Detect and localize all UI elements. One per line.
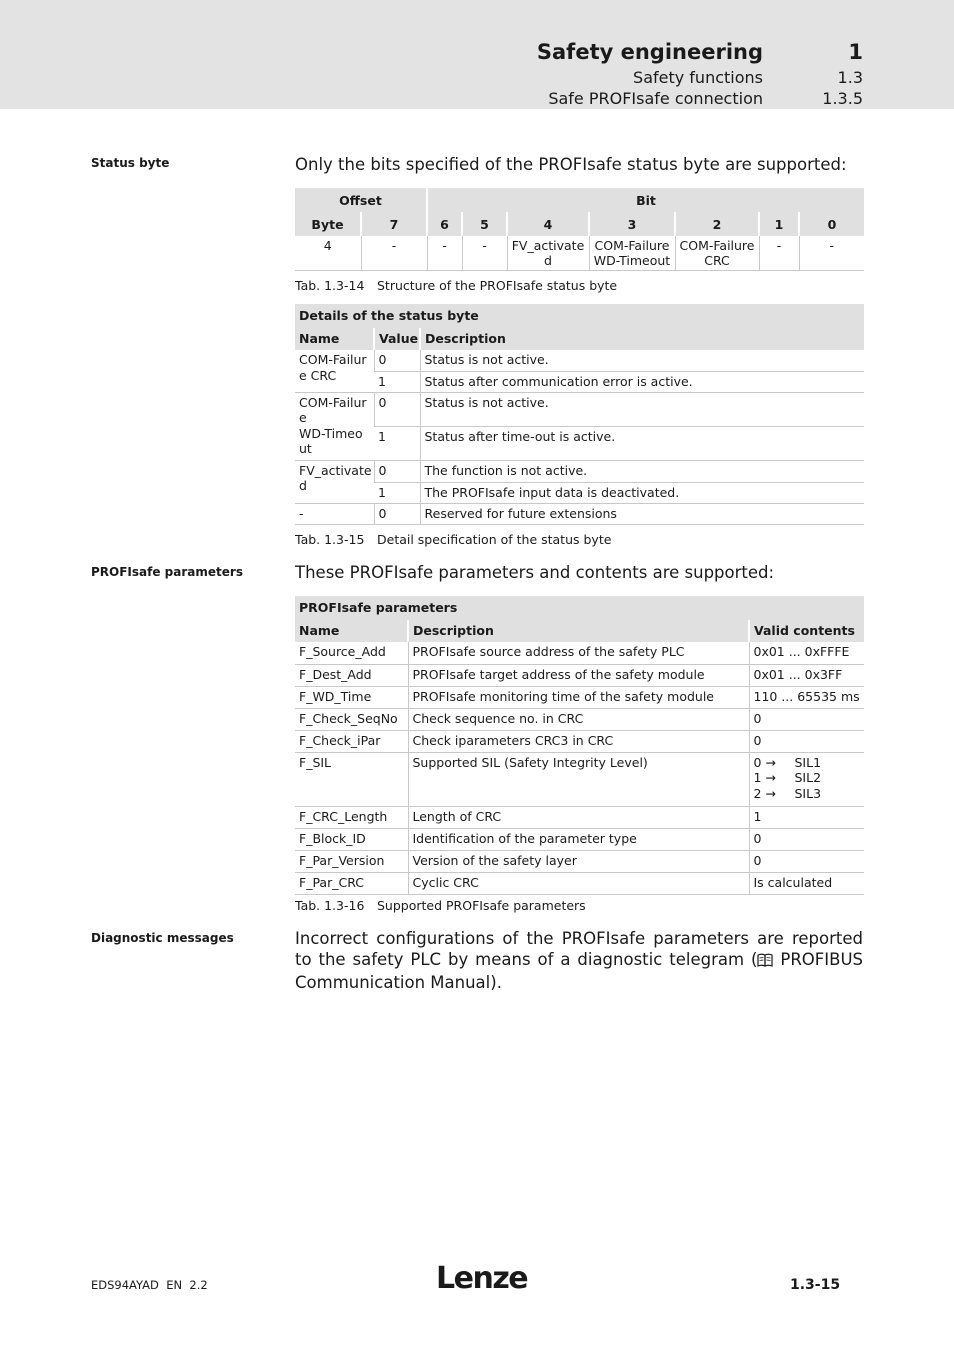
param-description: Cyclic CRC [408,872,749,894]
profisafe-parameters-label: PROFIsafe parameters [91,565,243,579]
bit-3-cell: COM-Failure WD-Timeout [589,236,675,270]
caption-id: Tab. 1.3-14 [295,278,365,293]
table-caption [295,278,617,293]
col-name: Name [295,328,374,350]
param-description: Version of the safety layer [408,850,749,872]
footer-doc-info [91,1278,208,1292]
col-value: Value [374,328,420,350]
param-name: F_Check_SeqNo [295,708,408,730]
status-byte-intro: Only the bits specified of the PROFIsafe status byte are supported: [295,155,847,174]
bit-0-header: 0 [799,212,864,236]
status-detail-table [295,304,864,525]
param-description: Supported SIL (Safety Integrity Level) [408,752,749,806]
table-row [295,828,864,850]
doc-language: EN [166,1278,183,1292]
table-title: PROFIsafe parameters [295,596,864,620]
param-description: PROFIsafe target address of the safety module [408,664,749,686]
param-name: F_WD_Time [295,686,408,708]
param-name: F_SIL [295,752,408,806]
detail-value: 1 [374,482,420,503]
diagnostic-text-end: PROFIBUS Communication Manual). [295,950,864,992]
chapter-title: Safety engineering [536,40,763,64]
diagnostic-text: Incorrect configurations of the PROFIsafe parameters are reported to the safety PLC by means of a diagnostic telegram ( [295,929,863,969]
status-byte-label: Status byte [91,156,170,170]
book-icon [757,951,773,972]
detail-description: Reserved for future extensions [420,503,864,524]
section-title: Safety functions [633,68,763,87]
table-caption [295,532,611,547]
table-row [295,392,864,426]
byte-cell: 4 [295,236,361,270]
table-row [295,642,864,664]
bit-7-cell: - [361,236,427,270]
bit-6-header: 6 [427,212,462,236]
table-row [295,482,864,503]
detail-description: Status is not active. [420,392,864,426]
bit-2-cell: COM-Failure CRC [675,236,759,270]
param-name: F_Par_CRC [295,872,408,894]
param-name: F_Dest_Add [295,664,408,686]
param-valid: 0x01 ... 0xFFFE [749,642,864,664]
subsection-title: Safe PROFIsafe connection [548,89,763,108]
param-valid: 0x01 ... 0x3FF [749,664,864,686]
param-description: Identification of the parameter type [408,828,749,850]
sil-option: 1 → SIL2 [753,770,822,785]
detail-value: 0 [374,392,420,426]
subsection-number: 1.3.5 [822,89,863,108]
param-valid: 110 ... 65535 ms [749,686,864,708]
page-number: 1.3-15 [790,1277,841,1293]
param-valid: 1 [749,806,864,828]
bit-5-header: 5 [462,212,507,236]
detail-description: Status is not active. [420,350,864,371]
caption-text: Structure of the PROFIsafe status byte [377,278,618,293]
detail-description: Status after communication error is active. [420,371,864,392]
detail-value: 0 [374,350,420,371]
profisafe-parameters-intro: These PROFIsafe parameters and contents are supported: [295,563,775,582]
sil-option: 0 → SIL1 [753,754,822,770]
detail-description: The PROFIsafe input data is deactivated. [420,482,864,503]
caption-text: Supported PROFIsafe parameters [377,898,586,913]
col-description: Description [420,328,864,350]
col-description: Description [408,620,749,642]
table-title: Details of the status byte [295,304,864,328]
bit-3-header: 3 [589,212,675,236]
detail-value: 0 [374,460,420,482]
bit-4-header: 4 [507,212,589,236]
bit-1-cell: - [759,236,799,270]
table-row [295,460,864,482]
table-row [295,806,864,828]
table-row [295,752,864,806]
caption-text: Detail specification of the status byte [377,532,612,547]
detail-name: - [295,503,374,524]
bit-6-cell: - [427,236,462,270]
table-row [295,850,864,872]
param-valid: Is calculated [749,872,864,894]
caption-id: Tab. 1.3-16 [295,898,365,913]
table-row [295,371,864,392]
detail-value: 0 [374,503,420,524]
table-caption [295,898,586,913]
offset-header: Offset [295,188,427,212]
param-valid: 0 [749,730,864,752]
param-description: Check sequence no. in CRC [408,708,749,730]
detail-name: FV_activate d [295,460,374,503]
section-number: 1.3 [837,68,863,87]
profisafe-parameters-table [295,596,864,895]
param-valid: 0 [749,828,864,850]
detail-description: The function is not active. [420,460,864,482]
byte-header: Byte [295,212,361,236]
chapter-number: 1 [848,40,863,64]
detail-value: 1 [374,371,420,392]
detail-description: Status after time-out is active. [420,426,864,460]
param-name: F_Source_Add [295,642,408,664]
detail-name: COM-Failur e WD-Timeo ut [295,392,374,460]
bit-0-cell: - [799,236,864,270]
param-name: F_Par_Version [295,850,408,872]
param-valid: 0 [749,708,864,730]
doc-version: 2.2 [189,1278,208,1292]
table-row [295,350,864,371]
doc-id: EDS94AYAD [91,1278,159,1292]
page-header [0,0,954,109]
bit-4-cell: FV_activate d [507,236,589,270]
lenze-logo: Lenze [436,1261,528,1296]
bit-header: Bit [427,188,864,212]
param-description: Length of CRC [408,806,749,828]
table-row [295,686,864,708]
param-description: PROFIsafe source address of the safety PLC [408,642,749,664]
detail-name: COM-Failur e CRC [295,350,374,392]
table-row [295,503,864,524]
table-row [295,236,864,270]
caption-id: Tab. 1.3-15 [295,532,365,547]
sil-option: 2 → SIL3 [753,785,822,801]
param-name: F_CRC_Length [295,806,408,828]
param-description: PROFIsafe monitoring time of the safety module [408,686,749,708]
col-name: Name [295,620,408,642]
table-row [295,730,864,752]
bit-1-header: 1 [759,212,799,236]
param-name: F_Check_iPar [295,730,408,752]
bit-7-header: 7 [361,212,427,236]
detail-value: 1 [374,426,420,460]
col-valid-contents: Valid contents [749,620,864,642]
diagnostic-messages-label: Diagnostic messages [91,931,234,945]
table-row [295,708,864,730]
param-valid: 0 [749,850,864,872]
table-row [295,426,864,460]
param-description: Check iparameters CRC3 in CRC [408,730,749,752]
status-byte-table [295,188,864,271]
table-row [295,872,864,894]
table-row [295,664,864,686]
diagnostic-paragraph [295,928,863,993]
bit-5-cell: - [462,236,507,270]
param-name: F_Block_ID [295,828,408,850]
param-valid-sil [749,752,864,806]
bit-2-header: 2 [675,212,759,236]
